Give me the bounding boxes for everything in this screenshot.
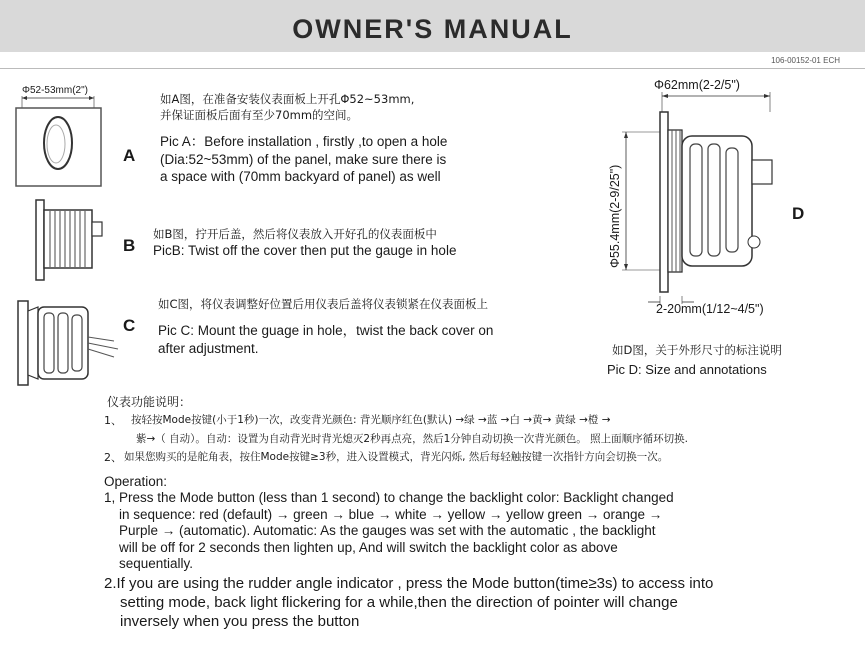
header-divider (0, 68, 865, 69)
operation-item1-line4: will be off for 2 seconds then lighten up, And will switch the backlight color as above (119, 540, 618, 555)
page-title: OWNER'S MANUAL (292, 14, 573, 44)
operation-item1-line5: sequentially. (119, 556, 194, 571)
pic-b-cn: 如B图，拧开后盖，然后将仪表放入开好孔的仪表面板中 (153, 227, 437, 241)
pic-a-en-line2: (Dia:52~53mm) of the panel, make sure there is (160, 152, 447, 167)
pic-b-gauge-drawing (28, 198, 108, 283)
pic-c-en-line2: after adjustment. (158, 341, 259, 356)
pic-d-cn: 如D图，关于外形尺寸的标注说明 (612, 343, 782, 357)
pic-d-gauge-side-drawing (620, 92, 790, 312)
pic-c-cn: 如C图，将仪表调整好位置后用仪表后盖将仪表锁紧在仪表面板上 (158, 297, 489, 311)
pic-d-dim-top: Φ62mm(2-2/5") (654, 78, 740, 92)
pic-a-cn-line1: 如A图，在准备安装仪表面板上开孔Φ52~53mm, (160, 92, 415, 106)
pic-b-letter: B (123, 236, 136, 255)
cn-ops-item2: 如果您购买的是舵角表，按住Mode按键≥3秒，进入设置模式，背光闪烁, 然后每轻触按键一次指针方向会切换一次。 (124, 451, 669, 463)
operation-item1-line1: 1, Press the Mode button (less than 1 second) to change the backlight color: Backlight changed (104, 490, 674, 505)
operation-item2-line3: inversely when you press the button (120, 613, 360, 630)
cn-ops-item1-num: 1、 (104, 414, 122, 427)
pic-b-en: PicB: Twist off the cover then put the gauge in hole (153, 243, 457, 258)
pic-c-letter: C (123, 316, 136, 335)
pic-a-panel-drawing (14, 94, 114, 194)
cn-ops-heading: 仪表功能说明： (107, 395, 192, 409)
operation-item2-line1: 2.If you are using the rudder angle indicator , press the Mode button(time≥3s) to access into (104, 575, 714, 592)
operation-item1-line2: in sequence: red (default) → green → blue → white → yellow → yellow green → orange → (119, 507, 663, 522)
cn-ops-item1-line1: 按轻按Mode按键(小于1秒)一次，改变背光颜色: 背光顺序红色(默认) →绿 →蓝 →白 →黄→ 黄绿 →橙 → (131, 414, 611, 426)
operation-item1-line3: Purple → (automatic). Automatic: As the gauges was set with the automatic , the backlight (119, 523, 656, 538)
operation-heading: Operation: (104, 474, 168, 489)
cn-ops-item1-line2: 紫→（ 自动）。自动：设置为自动背光时背光熄灭2秒再点亮，然后1分钟自动切换一次背光颜色。 照上面顺序循环切换. (136, 433, 688, 445)
pic-d-dim-side: Φ55.4mm(2-9/25") (608, 164, 622, 268)
pic-a-dimension-label: Φ52-53mm(2") (22, 85, 88, 96)
document-code: 106-00152-01 ECH (771, 56, 840, 65)
pic-a-en-line3: a space with (70mm backyard of panel) as well (160, 169, 441, 184)
pic-a-cn-line2: 并保证面板后面有至少70mm的空间。 (160, 108, 359, 122)
pic-d-dim-bottom: 2-20mm(1/12~4/5") (656, 302, 764, 316)
pic-a-en-line1: Pic A：Before installation , firstly ,to open a hole (160, 134, 448, 149)
pic-c-en-line1: Pic C: Mount the guage in hole，twist the back cover on (158, 323, 494, 338)
cn-ops-item2-num: 2、 (104, 451, 122, 464)
pic-d-letter: D (792, 204, 805, 223)
pic-d-en: Pic D: Size and annotations (607, 362, 767, 377)
pic-c-gauge-drawing (14, 293, 124, 393)
operation-item2-line2: setting mode, back light flickering for a while,then the direction of pointer will change (120, 594, 678, 611)
pic-a-letter: A (123, 146, 136, 165)
